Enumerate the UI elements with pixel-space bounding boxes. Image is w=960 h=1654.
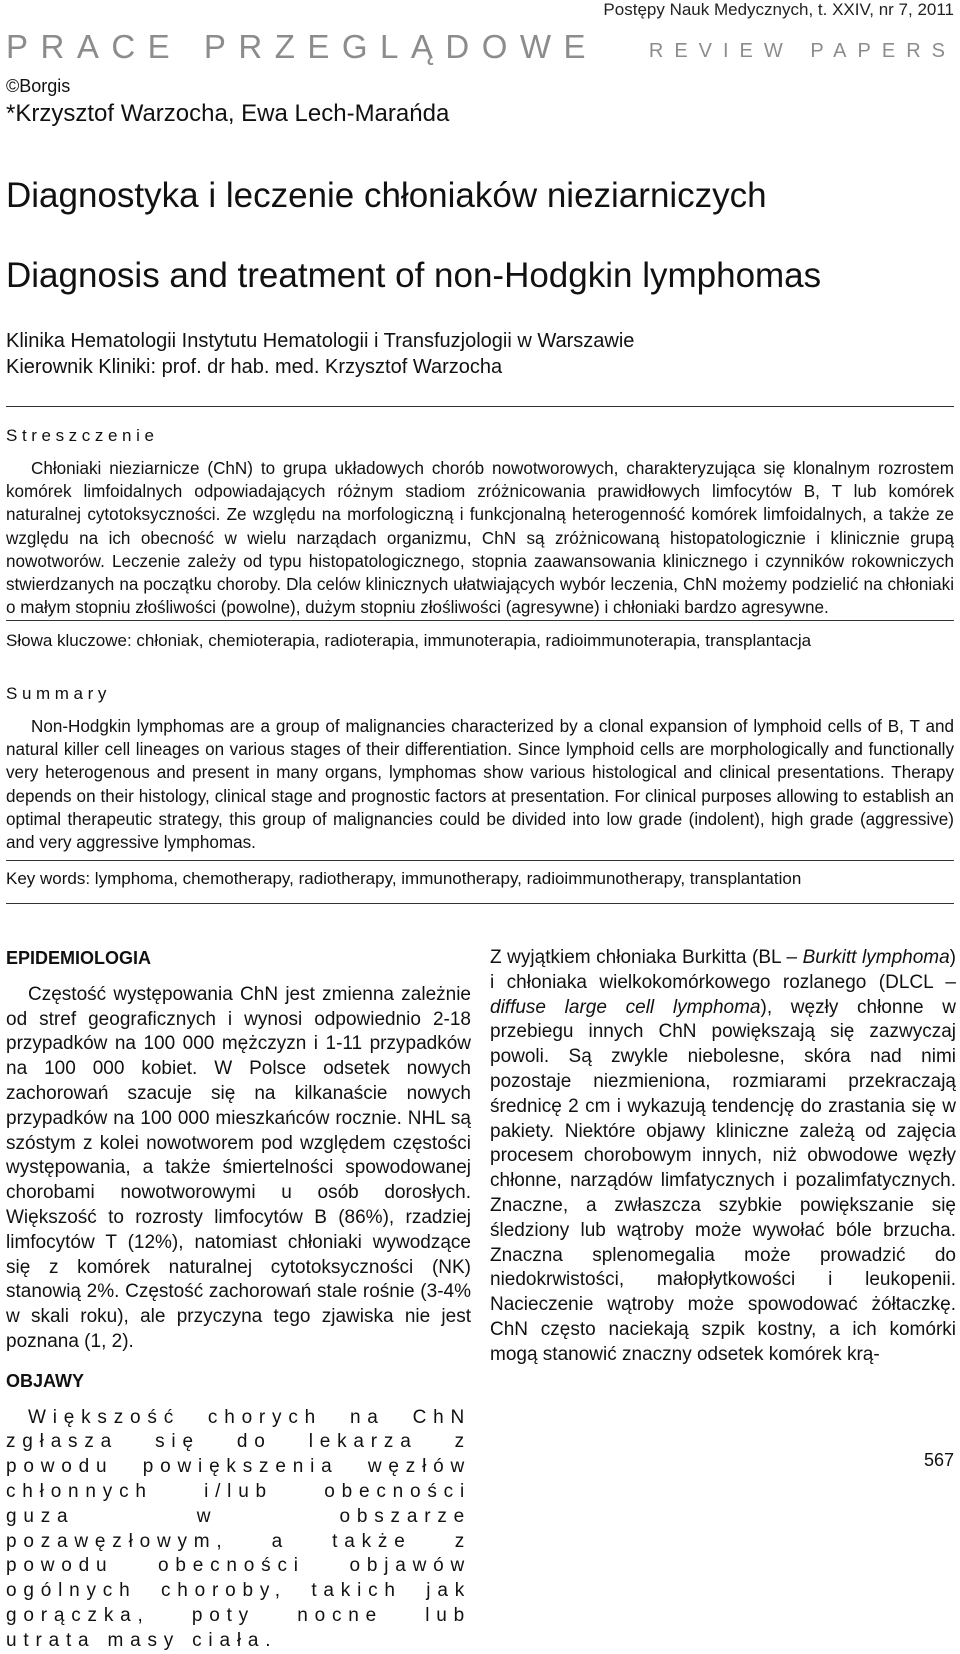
section-heading-epidemiology: EPIDEMIOLOGIA [6,948,152,968]
divider [6,620,954,621]
italic-term: Burkitt lymphoma [802,947,950,968]
paragraph-symptoms-start [6,1406,471,1654]
page-number: 567 [923,1450,954,1470]
paragraph-epidemiology: Częstość występowania ChN jest zmienna zależnie od stref geograficznych i wynosi odpowiednio 2-18 przypadków na 100 000 mężczyzn i 1-11 przypadków na 100 000 kobiet. W Polsce odsetek nowych zachorowań szacuje się na kilkanaście nowych przypadków na 100 000 mieszkańców rocznie. NHL są szóstym z kolei nowotworem pod względem częstości występowania, a także śmiertelności spowodowanej chorobami nowotworowymi u osób dorosłych. Większość to rozrosty limfocytów B (86%), rzadziej limfocytów T (12%), natomiast chłoniaki wywodzące się z komórek naturalnej cytotoksyczności (NK) stanowią 2%. Częstość zachorowań stale rośnie (3-4% w skali roku), ale przyczyna tego zjawiska nie jest poznana (1, 2). [6,983,471,1352]
section-heading-symptoms: OBJAWY [6,1370,85,1391]
abstract-english: Non-Hodgkin lymphomas are a group of malignancies characterized by a clonal expansion of lymphoid cells of B, T and natural killer cell lineages on various stages of their differentiation. Since lymphoid cells are morphologically and functionally very heterogenous and present in many organs, lymphomas show various histological and clinical presentations. Therapy depends on their histology, clinical stage and prognostic factors at presentation. For clinical purposes allowing to establish an optimal therapeutic strategy, this group of malignancies could be divided into low grade (indolent), high grade (aggressive) and very aggressive lymphomas. [6,717,954,853]
section-label-english: REVIEW PAPERS [648,40,956,62]
paragraph-symptoms-continued: Z wyjątkiem chłoniaka Burkitta (BL – Burkitt lymphoma) i chłoniaka wielkokomórkowego rozlanego (DLCL – diffuse large cell lymphoma), węzły chłonne w przebiegu innych ChN powiększają się zazwyczaj powoli. Są zwykle niebolesne, skóra nad nimi pozostaje niezmieniona, rozmiarami przekraczają średnicę 2 cm i wykazują tendencję do zrastania się w pakiety. Niektóre objawy kliniczne zależą od zajęcia procesem chorobowym innych, niż obwodowe węzły chłonne, narządów limfatycznych i pozalimfatycznych. Znaczne, a zwłaszcza szybkie powiększanie się śledziony lub wątroby może wywołać bóle brzucha. Znaczna splenomegalia może prowadzić do niedokrwistości, małopłytkowości i leukopenii. Nacieczenie wątroby może spowodować żółtaczkę. ChN często naciekają szpik kostny, a ich komórki mogą stanowić znaczny odsetek komórek krą- [490,947,957,1365]
abstract-polish: Chłoniaki nieziarnicze (ChN) to grupa układowych chorób nowotworowych, charakteryzująca się klonalnym rozrostem komórek limfoidalnych odpowiadających różnym stadiom zróżnicowania prawidłowych limfocytów B, T lub komórek naturalnej cytotoksyczności. Ze względu na morfologiczną i funkcjonalną heterogenność komórek limfoidalnych, a także ze względu na ich obecność w wielu narządach organizmu, ChN są zróżnicowaną histopatologicznie i klinicznie grupą nowotworów. Leczenie zależy od typu histopatologicznego, stopnia zaawansowania klinicznego i czynników rokowniczych stwierdzanych na początku choroby. Dla celów klinicznych ułatwiających wybór leczenia, ChN możemy podzielić na chłoniaki o małym stopniu złośliwości (powolne), dużym stopniu złośliwości (agresywne) i chłoniaki bardzo agresywne. [6,459,954,618]
affiliation [6,328,634,380]
divider [6,903,954,904]
title-polish: Diagnostyka i leczenie chłoniaków nieziarniczych [6,176,767,215]
institution: Klinika Hematologii Instytutu Hematologii i Transfuzjologii w Warszawie [6,330,635,352]
head-of-clinic: Kierownik Kliniki: prof. dr hab. med. Krzysztof Warzocha [6,356,503,378]
abstract-heading-polish: Streszczenie [6,426,159,445]
divider [6,406,954,407]
spaced-text: Większość chorych na ChN zgłasza się do lekarza z powodu powiększenia węzłów chłonnych i/lub obecności guza w obszarze pozawęzłowym, a także z powodu obecności objawów ogólnych choroby, takich jak gorączka, poty nocne lub utrata masy ciała. [6,1406,471,1651]
keywords-english: Key words: lymphoma, chemotherapy, radiotherapy, immunotherapy, radioimmunotherapy, transplantation [6,869,802,888]
keywords-polish: Słowa kluczowe: chłoniak, chemioterapia, radioterapia, immunoterapia, radioimmunoterapia, transplantacja [6,631,812,650]
section-label-polish: PRACE PRZEGLĄDOWE [6,28,599,65]
authors: *Krzysztof Warzocha, Ewa Lech-Marańda [6,100,450,127]
journal-reference: Postępy Nauk Medycznych, t. XXIV, nr 7, 2011 [603,0,954,19]
italic-term: diffuse large cell lymphoma [490,996,761,1018]
abstract-heading-english: Summary [6,684,111,703]
divider [6,860,954,861]
body-column-left [6,946,471,1651]
title-english: Diagnosis and treatment of non-Hodgkin lymphomas [6,256,822,295]
publisher-mark: ©Borgis [6,76,71,96]
body-column-right [490,946,956,1368]
